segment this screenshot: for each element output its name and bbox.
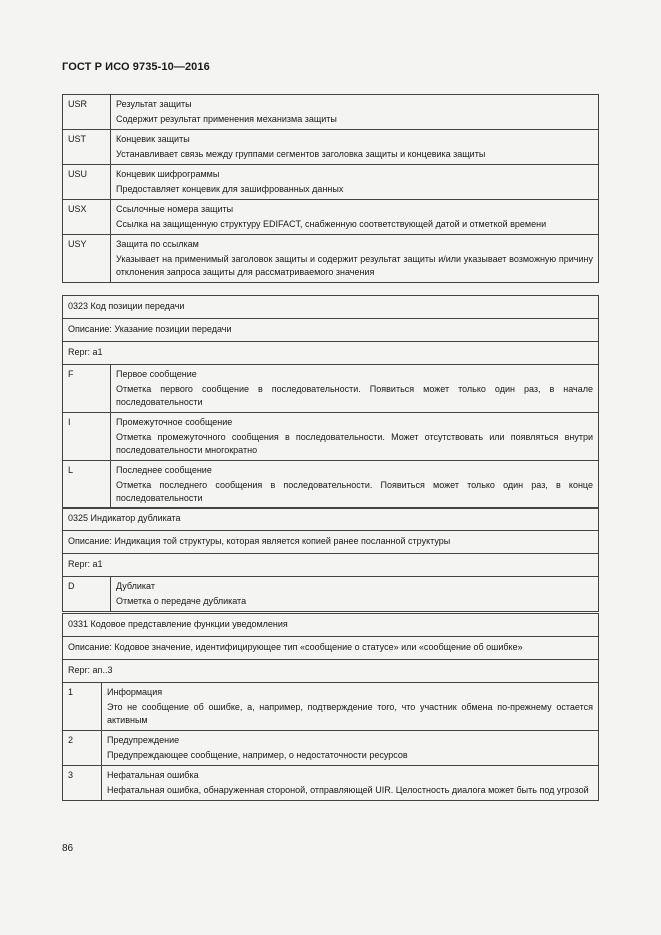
entry-name: Концевик шифрограммы xyxy=(116,169,220,179)
entry-cell xyxy=(111,235,599,283)
table-title-row xyxy=(63,508,599,531)
entry-description: Отметка первого сообщение в последовательности. Появиться может только один раз, в начале последовательности xyxy=(116,384,593,407)
table-title: 0323 Код позиции передачи xyxy=(63,296,599,319)
page-number: 86 xyxy=(62,843,74,854)
code-cell: L xyxy=(63,461,111,509)
document-header: ГОСТ Р ИСО 9735-10—2016 xyxy=(62,61,210,73)
table-row xyxy=(63,461,599,509)
table-row xyxy=(63,413,599,461)
table-row xyxy=(63,766,599,801)
entry-cell xyxy=(111,413,599,461)
entry-cell xyxy=(102,766,599,801)
table-repr-row xyxy=(63,554,599,577)
code-cell: 1 xyxy=(63,683,102,731)
table-repr: Repr: a1 xyxy=(63,342,599,365)
entry-description: Отметка о передаче дубликата xyxy=(116,596,247,606)
entry-name: Последнее сообщение xyxy=(116,465,212,475)
code-table-0323 xyxy=(62,295,599,509)
table-title-row xyxy=(63,614,599,637)
table-description-row xyxy=(63,637,599,660)
entry-description: Отметка последнего сообщения в последовательности. Появиться может только один раз, в конце последовательности xyxy=(116,480,593,503)
entry-description: Устанавливает связь между группами сегментов заголовка защиты и концевика защиты xyxy=(116,149,486,159)
table-title: 0325 Индикатор дубликата xyxy=(63,508,599,531)
entry-cell xyxy=(102,731,599,766)
table-title-row xyxy=(63,296,599,319)
entry-cell xyxy=(111,95,599,130)
entry-description: Содержит результат применения механизма защиты xyxy=(116,114,337,124)
entry-name: Защита по ссылкам xyxy=(116,239,199,249)
table-description: Описание: Указание позиции передачи xyxy=(63,319,599,342)
table-row xyxy=(63,235,599,283)
entry-cell xyxy=(111,577,599,612)
entry-name: Дубликат xyxy=(116,581,155,591)
code-cell: USU xyxy=(63,165,111,200)
table-row xyxy=(63,130,599,165)
entry-name: Концевик защиты xyxy=(116,134,190,144)
entry-name: Предупреждение xyxy=(107,735,180,745)
table-row xyxy=(63,577,599,612)
code-cell: I xyxy=(63,413,111,461)
entry-name: Информация xyxy=(107,687,163,697)
table-description-row xyxy=(63,531,599,554)
table-repr-row xyxy=(63,342,599,365)
segment-table xyxy=(62,94,599,283)
entry-description: Предоставляет концевик для зашифрованных данных xyxy=(116,184,344,194)
entry-cell xyxy=(102,683,599,731)
table-description: Описание: Кодовое значение, идентифицирующее тип «сообщение о статусе» или «сообщение об ошибке» xyxy=(63,637,599,660)
entry-description: Ссылка на защищенную структуру EDIFACT, снабженную соответствующей датой и отметкой времени xyxy=(116,219,547,229)
entry-name: Ссылочные номера защиты xyxy=(116,204,234,214)
entry-cell xyxy=(111,461,599,509)
entry-cell xyxy=(111,200,599,235)
entry-cell xyxy=(111,130,599,165)
code-cell: D xyxy=(63,577,111,612)
table-repr: Repr: a1 xyxy=(63,554,599,577)
code-cell: USR xyxy=(63,95,111,130)
code-table-0325 xyxy=(62,507,599,612)
code-cell: USX xyxy=(63,200,111,235)
table-row xyxy=(63,200,599,235)
table-title: 0331 Кодовое представление функции уведомления xyxy=(63,614,599,637)
table-description: Описание: Индикация той структуры, которая является копией ранее посланной структуры xyxy=(63,531,599,554)
entry-description: Это не сообщение об ошибке, а, например, подтверждение того, что участник обмена по-прежнему остается активным xyxy=(107,702,593,725)
table-row xyxy=(63,365,599,413)
table-repr-row xyxy=(63,660,599,683)
table-row xyxy=(63,165,599,200)
code-cell: 2 xyxy=(63,731,102,766)
table-description-row xyxy=(63,319,599,342)
table-row xyxy=(63,683,599,731)
table-repr: Repr: an..3 xyxy=(63,660,599,683)
table-row xyxy=(63,95,599,130)
entry-description: Нефатальная ошибка, обнаруженная стороной, отправляющей UIR. Целостность диалога может быть под угрозой xyxy=(107,785,589,795)
entry-name: Первое сообщение xyxy=(116,369,197,379)
code-table-0331 xyxy=(62,613,599,801)
entry-cell xyxy=(111,165,599,200)
entry-description: Отметка промежуточного сообщения в последовательности. Может отсутствовать или появляться внутри последовательности многократно xyxy=(116,432,593,455)
entry-cell xyxy=(111,365,599,413)
code-cell: UST xyxy=(63,130,111,165)
entry-description: Предупреждающее сообщение, например, о недостаточности ресурсов xyxy=(107,750,408,760)
code-cell: 3 xyxy=(63,766,102,801)
table-row xyxy=(63,731,599,766)
entry-name: Нефатальная ошибка xyxy=(107,770,199,780)
entry-description: Указывает на применимый заголовок защиты и содержит результат защиты и/или указывает возможную причину отклонения запроса защиты для рассматриваемого значения xyxy=(116,254,593,277)
entry-name: Промежуточное сообщение xyxy=(116,417,233,427)
code-cell: USY xyxy=(63,235,111,283)
entry-name: Результат защиты xyxy=(116,99,192,109)
code-cell: F xyxy=(63,365,111,413)
